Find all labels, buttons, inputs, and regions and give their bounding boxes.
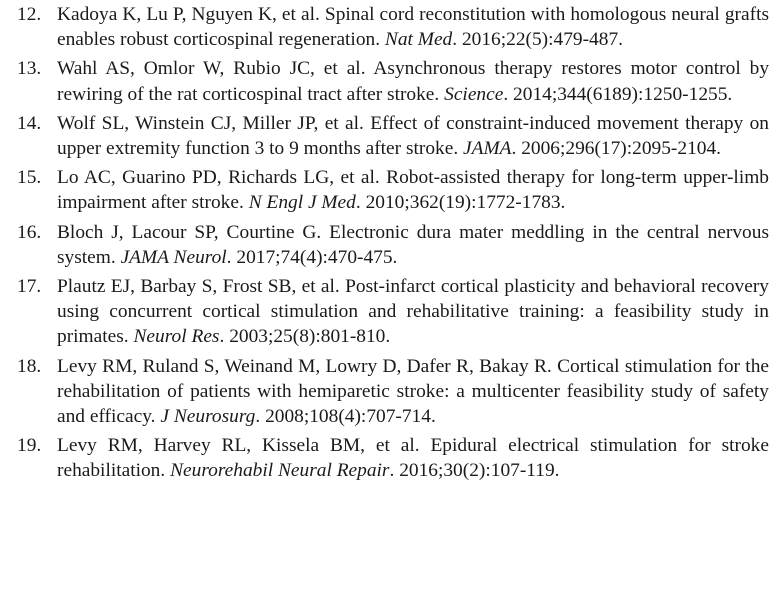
- reference-details: 2010;362(19):1772-1783.: [365, 192, 566, 214]
- reference-item-15: 15. Lo AC, Guarino PD, Richards LG, et al. Robot-assisted therapy for long-term upper-limb impairment after stroke. N Engl J Med. 2010;362(19):1772-1783.: [17, 167, 769, 214]
- reference-item-16: 16. Bloch J, Lacour SP, Courtine G. Electronic dura mater meddling in the central nervous system. JAMA Neurol. 2017;74(4):470-475.: [17, 221, 769, 268]
- reference-item-19: 19. Levy RM, Harvey RL, Kissela BM, et al. Epidural electrical stimulation for stroke rehabilitation. Neurorehabil Neural Repair. 2016;30(2):107-119.: [17, 435, 769, 482]
- reference-journal: Neurol Res: [133, 326, 220, 348]
- reference-number: 14.: [17, 112, 42, 134]
- reference-details: 2014;344(6189):1250-1255.: [513, 83, 733, 105]
- reference-title: Epidural electrical stimulation for stroke rehabilitation.: [57, 435, 769, 482]
- reference-details: 2016;30(2):107-119.: [399, 460, 560, 482]
- reference-title: Robot-assisted therapy for long-term upper-limb impairment after stroke.: [57, 167, 769, 214]
- reference-title: Spinal cord reconstitution with homologous neural grafts enables robust corticospinal regeneration.: [57, 4, 770, 51]
- reference-authors: Bloch J, Lacour SP, Courtine G.: [57, 221, 322, 243]
- reference-item-17: 17. Plautz EJ, Barbay S, Frost SB, et al. Post-infarct cortical plasticity and behavioral recovery using concurrent cortical stimulation and rehabilitative training: a feasibility study in primates. Neurol Res. 2003;25(8):801-810.: [17, 276, 769, 348]
- reference-number: 18.: [17, 355, 42, 377]
- reference-title: Cortical stimulation for the rehabilitation of patients with hemiparetic stroke: a multicenter feasibility study of safety and efficacy.: [57, 355, 769, 428]
- reference-number: 13.: [17, 58, 42, 80]
- reference-item-18: 18. Levy RM, Ruland S, Weinand M, Lowry D, Dafer R, Bakay R. Cortical stimulation for the rehabilitation of patients with hemiparetic stroke: a multicenter feasibility study of safety and efficacy. J Neurosurg. 2008;108(4):707-714.: [17, 355, 769, 428]
- reference-authors: Levy RM, Ruland S, Weinand M, Lowry D, Dafer R, Bakay R.: [57, 355, 552, 377]
- reference-authors: Levy RM, Harvey RL, Kissela BM, et al.: [57, 435, 420, 457]
- reference-journal: Neurorehabil Neural Repair: [170, 460, 390, 482]
- reference-title: Effect of constraint-induced movement therapy on upper extremity function 3 to 9 months after stroke.: [57, 112, 769, 160]
- reference-journal: Science: [444, 83, 504, 105]
- reference-journal: J Neurosurg: [160, 406, 256, 428]
- reference-details: 2017;74(4):470-475.: [236, 246, 398, 268]
- reference-number: 12.: [17, 4, 42, 25]
- reference-authors: Plautz EJ, Barbay S, Frost SB, et al.: [57, 276, 340, 298]
- reference-authors: Lo AC, Guarino PD, Richards LG, et al.: [57, 167, 380, 189]
- reference-item-13: 13. Wahl AS, Omlor W, Rubio JC, et al. Asynchronous therapy restores motor control by rewiring of the rat corticospinal tract after stroke. Science. 2014;344(6189):1250-1255.: [17, 58, 770, 105]
- reference-item-14: 14. Wolf SL, Winstein CJ, Miller JP, et al. Effect of constraint-induced movement therapy on upper extremity function 3 to 9 months after stroke. JAMA. 2006;296(17):2095-2104.: [17, 112, 769, 160]
- reference-number: 15.: [17, 167, 42, 189]
- reference-details: 2008;108(4):707-714.: [265, 406, 436, 428]
- reference-journal: Nat Med: [384, 29, 453, 51]
- reference-details: 2003;25(8):801-810.: [229, 326, 391, 348]
- reference-journal: JAMA Neurol: [120, 246, 227, 268]
- reference-number: 16.: [17, 221, 42, 243]
- reference-authors: Kadoya K, Lu P, Nguyen K, et al.: [57, 4, 320, 25]
- reference-details: 2016;22(5):479-487.: [461, 29, 623, 51]
- reference-title: Electronic dura mater meddling in the central nervous system.: [57, 221, 769, 268]
- reference-number: 19.: [17, 435, 42, 457]
- reference-journal: N Engl J Med: [248, 192, 356, 214]
- reference-authors: Wahl AS, Omlor W, Rubio JC, et al.: [57, 58, 366, 80]
- reference-number: 17.: [17, 276, 42, 298]
- reference-item-12: 12. Kadoya K, Lu P, Nguyen K, et al. Spinal cord reconstitution with homologous neural grafts enables robust corticospinal regeneration. Nat Med. 2016;22(5):479-487.: [17, 4, 770, 51]
- reference-details: 2006;296(17):2095-2104.: [521, 138, 722, 160]
- reference-title: Asynchronous therapy restores motor control by rewiring of the rat corticospinal tract after stroke.: [57, 58, 770, 105]
- reference-authors: Wolf SL, Winstein CJ, Miller JP, et al.: [57, 112, 364, 134]
- reference-journal: JAMA: [463, 138, 512, 160]
- reference-title: Post-infarct cortical plasticity and behavioral recovery using concurrent cortical stimulation and rehabilitative training: a feasibility study in primates.: [57, 276, 769, 348]
